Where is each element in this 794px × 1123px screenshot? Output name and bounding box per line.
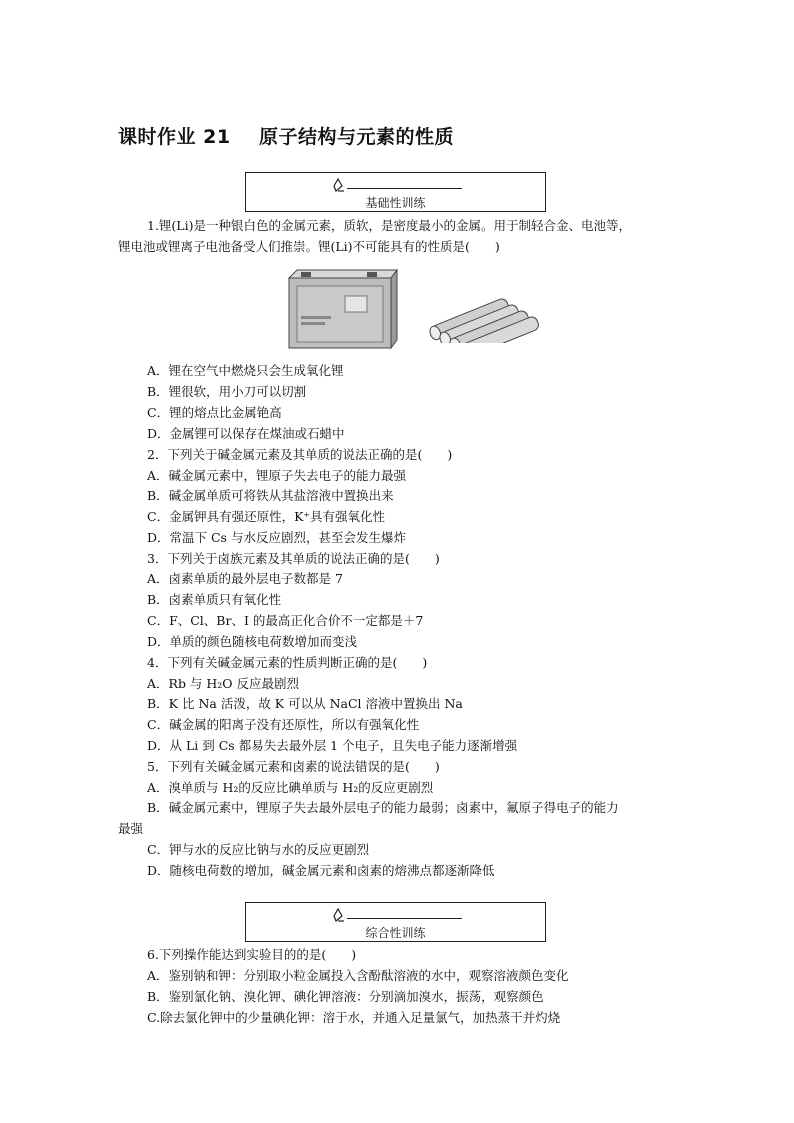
question-1-option-c: C．锂的熔点比金属铯高 [147, 405, 282, 420]
question-1-stem: 1.锂(Li)是一种银白色的金属元素，质软，是密度最小的金属。用于制轻合金、电池等， [147, 218, 631, 233]
question-1-option-a: A．锂在空气中燃烧只会生成氧化锂 [147, 363, 344, 378]
section-rule [347, 918, 462, 919]
section-header-comprehensive [245, 902, 546, 942]
question-2-option-c: C．金属钾具有强还原性，K⁺具有强氧化性 [147, 509, 386, 524]
question-2-option-a: A．碱金属元素中，锂原子失去电子的能力最强 [147, 468, 407, 483]
page-title: 课时作业 21 原子结构与元素的性质 [118, 126, 455, 148]
question-4-option-b: B．K 比 Na 活泼，故 K 可以从 NaCl 溶液中置换出 Na [147, 696, 463, 711]
question-3-option-a: A．卤素单质的最外层电子数都是 7 [147, 571, 343, 586]
question-3-option-c: C．F、Cl、Br、I 的最高正化合价不一定都是＋7 [147, 613, 424, 628]
question-5-option-c: C．钾与水的反应比钠与水的反应更剧烈 [147, 842, 370, 857]
battery-cells-image [422, 283, 540, 343]
question-5-stem: 5．下列有关碱金属元素和卤素的说法错误的是( ) [147, 759, 440, 774]
question-5-option-d: D．随核电荷数的增加，碱金属元素和卤素的熔沸点都逐渐降低 [147, 863, 495, 878]
question-4-stem: 4．下列有关碱金属元素的性质判断正确的是( ) [147, 655, 428, 670]
question-1-stem-cont: 锂电池或锂离子电池备受人们推崇。锂(Li)不可能具有的性质是( ) [118, 239, 500, 254]
question-5-option-b: B．碱金属元素中，锂原子失去最外层电子的能力最弱；卤素中，氟原子得电子的能力 [147, 800, 619, 815]
battery-image [287, 268, 399, 350]
question-2-stem: 2．下列关于碱金属元素及其单质的说法正确的是( ) [147, 447, 453, 462]
section-label: 综合性训练 [365, 926, 426, 940]
question-4-option-d: D．从 Li 到 Cs 都易失去最外层 1 个电子，且失电子能力逐渐增强 [147, 738, 518, 753]
pen-icon [332, 907, 346, 923]
question-4-option-a: A．Rb 与 H₂O 反应最剧烈 [147, 676, 300, 691]
question-2-option-b: B．碱金属单质可将铁从其盐溶液中置换出来 [147, 488, 394, 503]
question-5-option-b-cont: 最强 [118, 821, 144, 836]
question-6-option-c: C.除去氯化钾中的少量碘化钾：溶于水，并通入足量氯气，加热蒸干并灼烧 [147, 1010, 561, 1025]
question-3-option-b: B．卤素单质只有氧化性 [147, 592, 282, 607]
question-3-stem: 3．下列关于卤族元素及其单质的说法正确的是( ) [147, 551, 440, 566]
question-5-option-a: A．溴单质与 H₂的反应比碘单质与 H₂的反应更剧烈 [147, 780, 434, 795]
question-1-option-d: D．金属锂可以保存在煤油或石蜡中 [147, 426, 345, 441]
question-6-stem: 6.下列操作能达到实验目的的是( ) [147, 947, 357, 962]
question-2-option-d: D．常温下 Cs 与水反应剧烈，甚至会发生爆炸 [147, 530, 406, 545]
question-6-option-a: A．鉴别钠和钾：分别取小粒金属投入含酚酞溶液的水中，观察溶液颜色变化 [147, 968, 569, 983]
question-6-option-b: B．鉴别氯化钠、溴化钾、碘化钾溶液：分别滴加溴水，振荡，观察颜色 [147, 989, 544, 1004]
question-3-option-d: D．单质的颜色随核电荷数增加而变浅 [147, 634, 358, 649]
section-label: 基础性训练 [365, 196, 426, 210]
question-4-option-c: C．碱金属的阳离子没有还原性，所以有强氧化性 [147, 717, 420, 732]
question-1-option-b: B．锂很软，用小刀可以切割 [147, 384, 307, 399]
section-header-basic [245, 172, 546, 212]
pen-icon [332, 177, 346, 193]
section-rule [347, 188, 462, 189]
